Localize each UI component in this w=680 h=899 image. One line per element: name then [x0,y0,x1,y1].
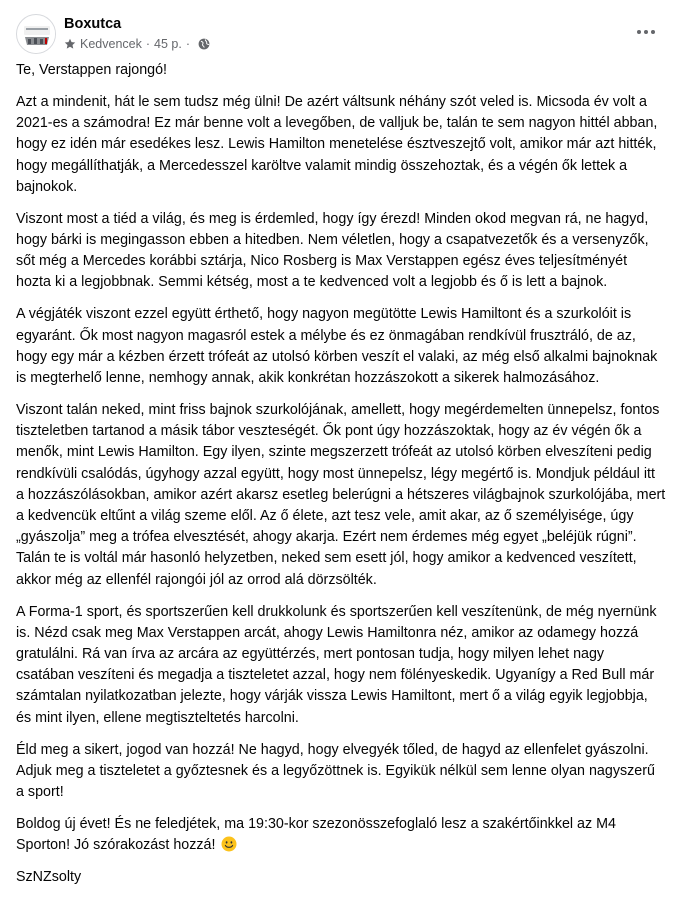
post-signature: SzNZsolty [16,869,82,886]
post-paragraph-4: Viszont talán neked, mint friss bajnok szurkolójának, amellett, hogy megérdemelten ünnepelsz, fontos tiszteletben tartanod a másik tábor veszteségét. Ők pont úgy hozzászoktak, hogy az év végén ők a menők, mint Lewis Hamilton. Egy ilyen, szinte megszerzett trófeát az utolsó körben elveszíteni pedig rendkívüli csalódás, úgyhogy azzal együtt, hogy most ünnepelsz, légy megértő is. Mondjuk például itt a hozzászólásokban, amikor azért akarsz esetleg belerúgni a hétszeres világbajnok szurkolójába, mert a kedvencük eltűnt a világ szeme elől. Az ő élete, azt tesz vele, amit akar, az ő személyisége, úgy „gyászolja” meg a trófea elvesztését, ahogy akarja. Ezért nem érdemes még egyet „beléjük rúgni”. Talán te is voltál már hasonló helyzetben, neked sem esett jól, hogy amikor a kedvenced veszített, akkor még az ellenfél rajongói jól az orrod alá dörzsölték. [16,402,666,588]
meta-separator: · [145,37,151,51]
post-body [16,60,666,899]
globe-icon[interactable] [198,38,210,50]
more-options-icon-dot [651,30,655,34]
more-options-icon-dot [644,30,648,34]
more-options-button[interactable] [630,18,662,46]
avatar-logo-icon [17,15,56,54]
smiling-face-emoji-icon [221,836,237,852]
post-paragraph-5: A Forma-1 sport, és sportszerűen kell drukkolunk és sportszerűen kell veszítenünk, de még nyernünk is. Nézd csak meg Max Verstappen arcát, ahogy Lewis Hamiltonra néz, amikor az odamegy hozzá gratulálni. Rá van írva az arcára az együttérzés, mert pontosan tudja, hogy milyen lehet nagy csatában veszíteni és megadja a tiszteletet azzal, hogy nem fölényeskedik. Ugyanígy a Red Bull már számtalan nyilatkozatban jelezte, hogy várják vissza Lewis Hamiltont, mert ő a világ egyik legjobbja, és mint ilyen, ellene megtiszteltetés harcolni. [16,603,657,726]
post-meta [64,37,210,51]
post-paragraph-7 [16,814,666,856]
more-options-icon [637,30,641,34]
meta-separator-2: · [185,37,191,51]
page-avatar[interactable] [16,14,56,54]
post-paragraph-1: Azt a mindenit, hát le sem tudsz még ülni! De azért váltsunk néhány szót veled is. Micsoda év volt a 2021-es a számodra! Ez már benne volt a levegőben, de valljuk be, talán te sem nagyon hittél abban, hogy ez idén már esedékes lesz. Lewis Hamilton menetelése észtveszejtő volt, amikor már azt hitték, hogy megállíthatják, a Mercedesszel karöltve valamit mindig összehoztak, és a végén ők lettek a bajnokok. [16,94,658,195]
audience-label[interactable]: Kedvencek [80,37,142,51]
post-paragraph-3: A végjáték viszont ezzel együtt érthető, hogy nagyon megütötte Lewis Hamiltont és a szurkolóit is egyaránt. Ők most nagyon magasról estek a mélybe és ez önmagában rendkívül frusztráló, de az, hogy egy már a kézben érzett trófeát az utolsó körben veszít el valaki, az még első alkalmi bajnoknak is megterhelő lenne, nemhogy annak, akik konkrétan hozzászokott a sikerek halmozásához. [16,306,658,387]
post-greeting: Te, Verstappen rajongó! [16,62,168,78]
post-timestamp[interactable]: 45 p. [154,37,182,51]
post-header [16,12,664,56]
page-name[interactable]: Boxutca [64,16,122,32]
post-paragraph-2: Viszont most a tiéd a világ, és meg is érdemled, hogy így érezd! Minden okod megvan rá, ne hagyd, hogy bárki is megingasson ebben a hitedben. Nem véletlen, hogy a csapatvezetők és a versenyzők, sőt még a Mercedes korábbi sztárja, Nico Rosberg is Max Verstappen egész éves teljesítményét hozta ki a legjobbnak. Semmi kétség, most a te kedvenced volt a legjobb és ő is lett a bajnok. [16,210,649,291]
post-paragraph-7-text: Boldog új évet! És ne feledjétek, ma 19:30-kor szezonösszefoglaló lesz a szakértőinkkel az M4 Sporton! Jó szórakozást hozzá! [16,816,616,854]
post-paragraph-6: Éld meg a sikert, jogod van hozzá! Ne hagyd, hogy elvegyék tőled, de hagyd az ellenfelet gyászolni. Adjuk meg a tiszteletet a győztesnek és a legyőzöttnek is. Egyikük nélkül sem lenne olyan nagyszerű a sport! [16,741,655,801]
star-icon [64,38,76,50]
